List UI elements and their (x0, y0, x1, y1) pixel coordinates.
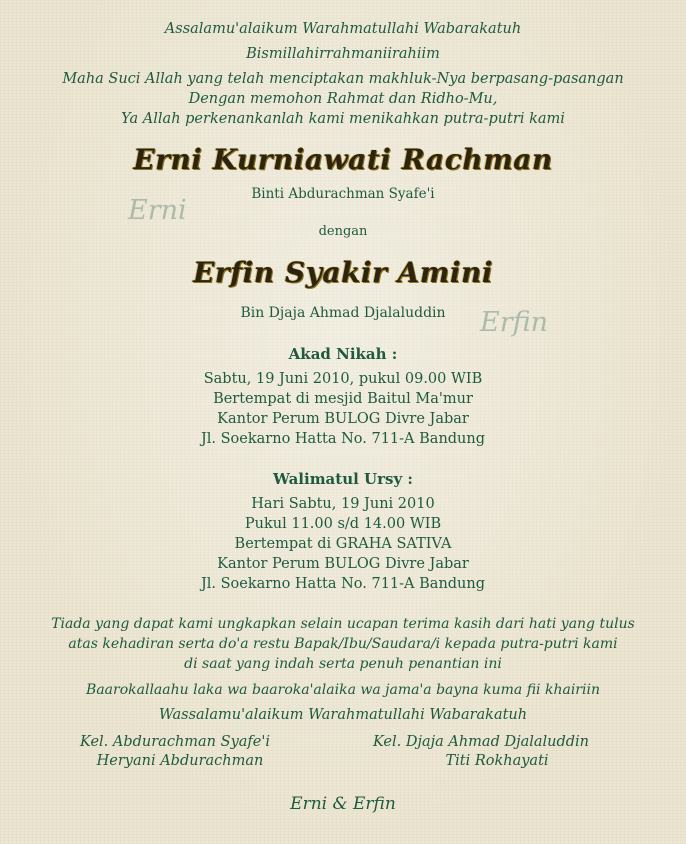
thanks-line-1: Tiada yang dapat kami ungkapkan selain ucapan terima kasih dari hati yang tulus (51, 616, 635, 632)
walimah-line-1: Hari Sabtu, 19 Juni 2010 (251, 496, 435, 512)
walimah-line-5: Jl. Soekarno Hatta No. 711-A Bandung (200, 576, 486, 592)
groom-name: Erfin Syakir Amini (192, 256, 494, 289)
groom-parent-line: Bin Djaja Ahmad Djalaluddin (240, 305, 446, 321)
connector-text: dengan (318, 224, 368, 239)
groom-family-line-2: Titi Rokhayati (445, 753, 549, 769)
closing-salam: Wassalamu'alaikum Warahmatullahi Wabarakatuh (158, 707, 528, 723)
prayer-line-2: Dengan memohon Rahmat dan Ridho-Mu, (188, 91, 498, 107)
opening-salam: Assalamu'alaikum Warahmatullahi Wabarakatuh (164, 21, 522, 37)
akad-line-2: Bertempat di mesjid Baitul Ma'mur (213, 391, 473, 407)
akad-line-3: Kantor Perum BULOG Divre Jabar (217, 411, 469, 427)
bride-family-line-1: Kel. Abdurachman Syafe'i (80, 734, 270, 750)
bride-name: Erni Kurniawati Rachman (133, 143, 553, 176)
bride-family-line-2: Heryani Abdurachman (96, 753, 264, 769)
akad-line-1: Sabtu, 19 Juni 2010, pukul 09.00 WIB (203, 371, 483, 387)
thanks-line-3: di saat yang indah serta penuh penantian ini (184, 656, 502, 672)
walimah-heading: Walimatul Ursy : (273, 470, 413, 488)
walimah-line-2: Pukul 11.00 s/d 14.00 WIB (244, 516, 442, 532)
basmalah: Bismillahirrahmaniirahiim (246, 46, 440, 62)
groom-watermark: Erfin (480, 307, 549, 338)
akad-line-4: Jl. Soekarno Hatta No. 711-A Bandung (200, 431, 486, 447)
prayer-line-3: Ya Allah perkenankanlah kami menikahkan putra-putri kami (121, 111, 565, 127)
groom-family-line-1: Kel. Djaja Ahmad Djalaluddin (372, 734, 590, 750)
bride-parent-line: Binti Abdurachman Syafe'i (251, 186, 435, 202)
doa-line: Baarokallaahu laka wa baaroka'alaika wa jama'a bayna kuma fii khairiin (86, 682, 600, 698)
walimah-line-4: Kantor Perum BULOG Divre Jabar (217, 556, 469, 572)
bride-watermark: Erni (128, 195, 187, 226)
walimah-line-3: Bertempat di GRAHA SATIVA (234, 536, 452, 552)
akad-heading: Akad Nikah : (288, 345, 398, 363)
couple-monogram: Erni & Erfin (290, 794, 396, 814)
prayer-line-1: Maha Suci Allah yang telah menciptakan makhluk-Nya berpasang-pasangan (62, 71, 624, 87)
thanks-line-2: atas kehadiran serta do'a restu Bapak/Ibu/Saudara/i kepada putra-putri kami (68, 636, 618, 652)
